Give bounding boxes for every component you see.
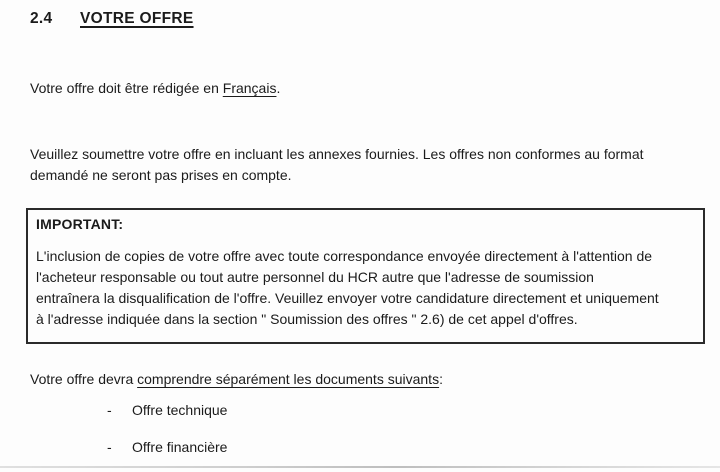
- section-heading: [30, 10, 194, 28]
- language-paragraph-underlined: Français: [222, 80, 277, 96]
- important-box: [26, 208, 705, 344]
- language-paragraph: [30, 78, 280, 99]
- documents-paragraph-suffix: :: [439, 371, 443, 387]
- hyphen-bullet: -: [107, 402, 112, 418]
- section-title: VOTRE OFFRE: [80, 10, 194, 27]
- important-box-line: à l'adresse indiquée dans la section " Soumission des offres " 2.6) de cet appel d'offres.: [36, 311, 578, 327]
- important-box-line: entraînera la disqualification de l'offre. Veuillez envoyer votre candidature directement et uniquement: [36, 290, 659, 306]
- list-item-label: Offre technique: [132, 402, 228, 418]
- documents-paragraph-prefix: Votre offre devra: [30, 371, 138, 387]
- scan-artifact-line: [0, 466, 720, 468]
- format-paragraph-line: Veuillez soumettre votre offre en incluant les annexes fournies. Les offres non conformes au format: [30, 146, 644, 162]
- list-item-label: Offre financière: [132, 439, 228, 455]
- language-paragraph-suffix: .: [276, 80, 281, 96]
- format-paragraph-line: demandé ne seront pas prises en compte.: [30, 166, 292, 183]
- hyphen-bullet: -: [107, 439, 112, 455]
- important-box-title: IMPORTANT:: [36, 216, 124, 232]
- language-paragraph-prefix: Votre offre doit être rédigée en: [30, 80, 223, 96]
- list-item-offre-technique: [30, 402, 227, 418]
- documents-paragraph-underlined: comprendre séparément les documents suivants: [137, 371, 440, 387]
- format-paragraph: [30, 144, 644, 185]
- important-box-line: L'inclusion de copies de votre offre avec toute correspondance envoyée directement à l'attention de: [36, 248, 653, 264]
- documents-paragraph: [30, 369, 443, 390]
- important-box-line: l'acheteur responsable ou tout autre personnel du HCR autre que l'adresse de soumission: [36, 269, 594, 285]
- list-item-offre-financiere: [30, 439, 227, 455]
- section-number: 2.4: [30, 10, 53, 27]
